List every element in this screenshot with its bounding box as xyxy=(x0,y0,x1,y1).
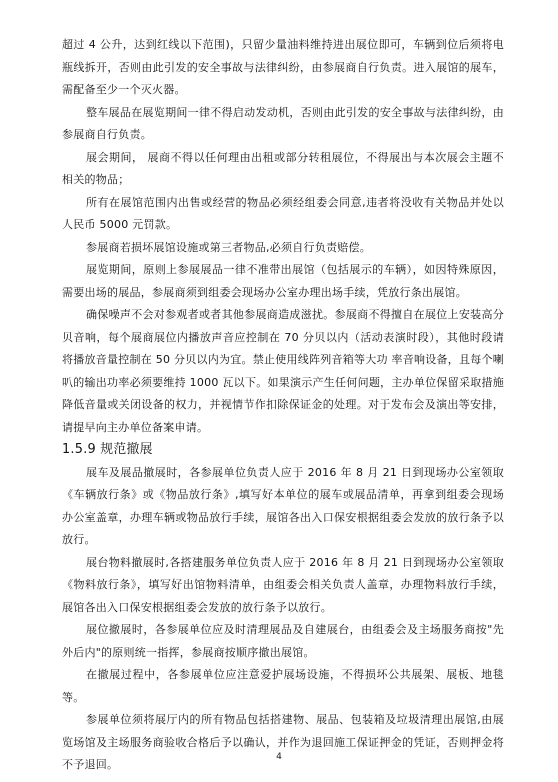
page-number: 4 xyxy=(276,752,282,762)
paragraph-2: 整车展品在展览期间一律不得启动发动机，否则由此引发的安全事故与法律纠纷，由参展商自行负责。 xyxy=(62,105,504,141)
paragraph-6: 展览期间，原则上参展展品一律不准带出展馆（包括展示的车辆），如因特殊原因，需要出场的展品，参展商须到组委会现场办公室办理出场手续，凭放行条出展馆。 xyxy=(62,263,504,299)
paragraph-5: 参展商若损坏展馆设施或第三者物品,必须自行负责赔偿。 xyxy=(86,240,371,254)
section-paragraph-4: 在撤展过程中，各参展单位应注意爱护展场设施，不得损坏公共展架、展板、地毯等。 xyxy=(62,668,504,704)
paragraph-3: 展会期间， 展商不得以任何理由出租或部分转租展位，不得展出与本次展会主题不相关的物品； xyxy=(62,150,504,186)
section-paragraph-2: 展台物料撤展时,各搭建服务单位负责人应于 2016 年 8 月 21 日到现场办公室领取《物料放行条》，填写好出馆物料清单，由组委会相关负责人盖章，办理物料放行手续，展馆各出入口保安根据组委会发放的放行条予以放行。 xyxy=(62,555,504,614)
paragraph-1: 超过 4 公升，达到红线以下范围)，只留少量油料维持进出展位即可，车辆到位后须将电瓶线拆开，否则由此引发的安全事故与法律纠纷，由参展商自行负责。进入展馆的展车，需配备至少一个灭火器。 xyxy=(62,38,504,96)
section-paragraph-5: 参展单位须将展厅内的所有物品包括搭建物、展品、包装箱及垃圾清理出展馆,由展览场馆及主场服务商验收合格后予以确认，并作为退回施工保证押金的凭证，否则押金将不予退回。 xyxy=(62,713,504,771)
paragraph-7: 确保噪声不会对参观者或者其他参展商造成滋扰。参展商不得擅自在展位上安装高分贝音响，每个展商展位内播放声音应控制在 70 分贝以内（活动表演时段），其他时段请将播放音量控制在 50 分贝以内为宜。禁止使用线阵列音箱等大功 率音响设备，且每个喇叭的输出功率必须要维持 1000 瓦以下。如果演示产生任何问题，主办单位保留采取措施降低音量或关闭设备的权力，并视情节作扣除保证金的处理。对于发布会及演出等安排，请提早向主办单位备案申请。 xyxy=(62,308,504,434)
paragraph-4: 所有在展馆范围内出售或经营的物品必须经组委会同意,违者将没收有关物品并处以人民币 5000 元罚款。 xyxy=(62,195,504,231)
section-paragraph-3: 展位撤展时，各参展单位应及时清理展品及自建展台，由组委会及主场服务商按"先外后内"的原则统一指挥，参展商按顺序撤出展馆。 xyxy=(62,623,504,659)
section-heading: 1.5.9 规范撤展 xyxy=(62,442,153,457)
document-body xyxy=(62,34,504,777)
section-paragraph-1: 展车及展品撤展时，各参展单位负责人应于 2016 年 8 月 21 日到现场办公室领取《车辆放行条》或《物品放行条》,填写好本单位的展车或展品清单，再拿到组委会现场办公室盖章，办理车辆或物品放行手续，展馆各出入口保安根据组委会发放的放行条予以放行。 xyxy=(62,465,504,546)
